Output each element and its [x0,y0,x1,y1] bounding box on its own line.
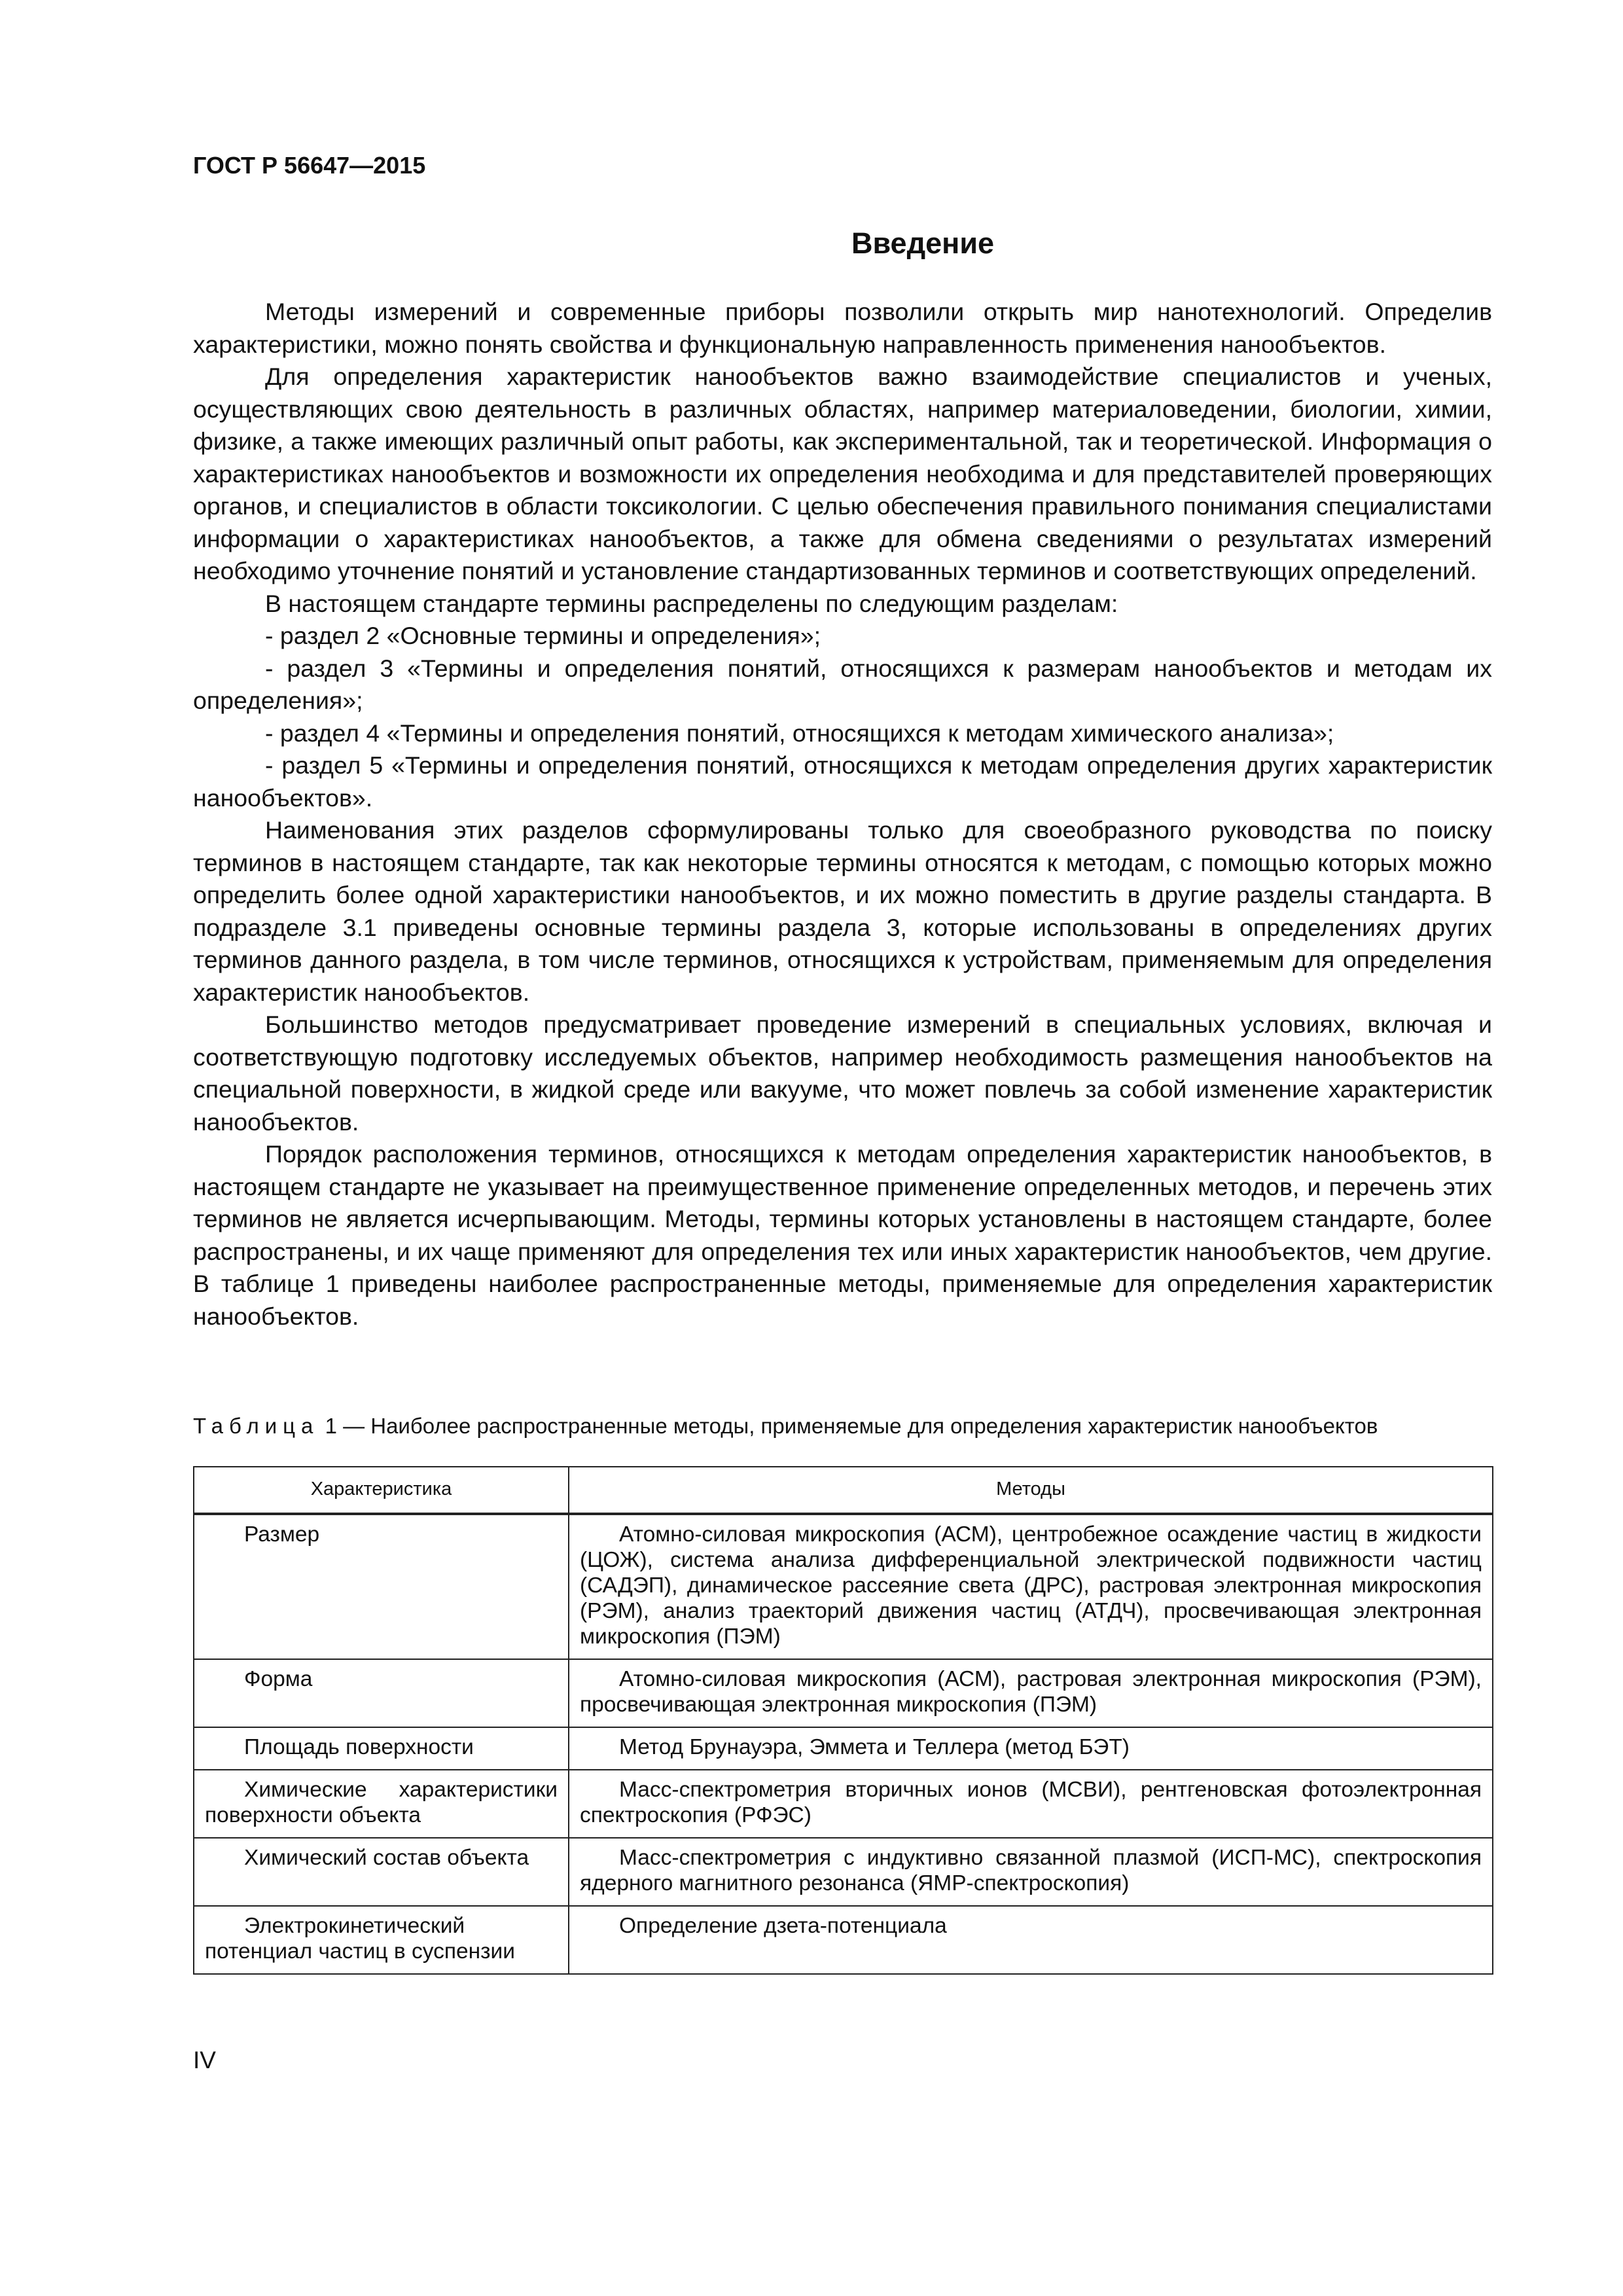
table-row [194,1906,1493,1974]
cell-methods: Масс-спектрометрия с индуктивно связанной плазмой (ИСП-МС), спектроскопия ядерного магнитного резонанса (ЯМР-спектроскопия) [569,1838,1493,1906]
cell-characteristic: Размер [194,1514,569,1659]
table-row [194,1770,1493,1838]
cell-methods: Атомно-силовая микроскопия (АСМ), растровая электронная микроскопия (РЭМ), просвечивающая электронная микроскопия (ПЭМ) [569,1659,1493,1727]
cell-methods: Атомно-силовая микроскопия (АСМ), центробежное осаждение частиц в жидкости (ЦОЖ), система анализа дифференциальной электрической подвижности частиц (САДЭП), динамическое рассеяние света (ДРС), растровая электронная микроскопия (РЭМ), анализ траекторий движения частиц (АТДЧ), просвечивающая электронная микроскопия (ПЭМ) [569,1514,1493,1659]
paragraph: В настоящем стандарте термины распределены по следующим разделам: [265,589,1118,617]
table-caption [193,1412,1502,1440]
table-caption-text: 1 — Наиболее распространенные методы, применяемые для определения характеристик нанообъектов [325,1414,1378,1438]
paragraph: Большинство методов предусматривает проведение измерений в специальных условиях, включая и соответствующую подготовку исследуемых объектов, например необходимость размещения нанообъектов на специальной поверхности, в жидкой среде или вакууме, что может повлечь за собой изменение характеристик нанообъектов. [193,1011,1492,1136]
list-item: - раздел 3 «Термины и определения понятий, относящихся к размерам нанообъектов и методам их определения»; [193,654,1492,714]
document-code: ГОСТ Р 56647—2015 [193,152,426,179]
column-header-methods: Методы [569,1467,1493,1514]
page-number: IV [193,2047,216,2073]
cell-characteristic: Химический состав объекта [194,1838,569,1906]
methods-table [193,1466,1493,1975]
cell-characteristic: Электрокинетический потенциал частиц в суспензии [194,1906,569,1974]
column-header-characteristic: Характеристика [194,1467,569,1514]
table-row [194,1727,1493,1770]
table-caption-label: Таблица [193,1414,319,1438]
table-row [194,1838,1493,1906]
cell-methods: Определение дзета-потенциала [569,1906,1493,1974]
list-item: - раздел 5 «Термины и определения понятий, относящихся к методам определения других характеристик нанообъектов». [193,751,1492,812]
cell-characteristic: Форма [194,1659,569,1727]
list-item: - раздел 2 «Основные термины и определения»; [265,622,821,649]
table-row [194,1514,1493,1659]
paragraph: Для определения характеристик нанообъектов важно взаимодействие специалистов и ученых, осуществляющих свою деятельность в различных областях, например материаловедении, биологии, химии, физике, а также имеющих различный опыт работы, как экспериментальной, так и теоретической. Информация о характеристиках нанообъектов и возможности их определения необходима и для представителей проверяющих органов, и специалистов в области токсикологии. С целью обеспечения правильного понимания специалистами информации о характеристиках нанообъектов, а также для обмена сведениями о результатах измерений необходимо уточнение понятий и установление стандартизованных терминов и соответствующих определений. [193,363,1492,584]
cell-characteristic: Химические характеристики поверхности объекта [194,1770,569,1838]
cell-methods: Масс-спектрометрия вторичных ионов (МСВИ), рентгеновская фотоэлектронная спектроскопия (РФЭС) [569,1770,1493,1838]
table-row [194,1659,1493,1727]
paragraph: Методы измерений и современные приборы позволили открыть мир нанотехнологий. Определив характеристики, можно понять свойства и функциональную направленность применения нанообъектов. [193,298,1492,358]
paragraph: Наименования этих разделов сформулированы только для своеобразного руководства по поиску терминов в настоящем стандарте, так как некоторые термины относятся к методам, с помощью которых можно определить более одной характеристики нанообъектов, и их можно поместить в другие разделы стандарта. В подразделе 3.1 приведены основные термины раздела 3, которые использованы в определениях других терминов данного раздела, в том числе терминов, относящихся к устройствам, применяемым для определения характеристик нанообъектов. [193,816,1492,1006]
table-header-row [194,1467,1493,1514]
list-item: - раздел 4 «Термины и определения понятий, относящихся к методам химического анализа»; [265,719,1334,747]
cell-methods: Метод Брунауэра, Эммета и Теллера (метод БЭТ) [569,1727,1493,1770]
paragraph: Порядок расположения терминов, относящихся к методам определения характеристик нанообъектов, в настоящем стандарте не указывает на преимущественное применение определенных методов, и перечень этих терминов не является исчерпывающим. Методы, термины которых установлены в настоящем стандарте, более распространены, и их чаще применяют для определения тех или иных характеристик нанообъектов, чем другие. В таблице 1 приведены наиболее распространенные методы, применяемые для определения характеристик нанообъектов. [193,1140,1492,1330]
section-title: Введение [851,226,995,260]
cell-characteristic: Площадь поверхности [194,1727,569,1770]
introduction-body [193,296,1492,1333]
